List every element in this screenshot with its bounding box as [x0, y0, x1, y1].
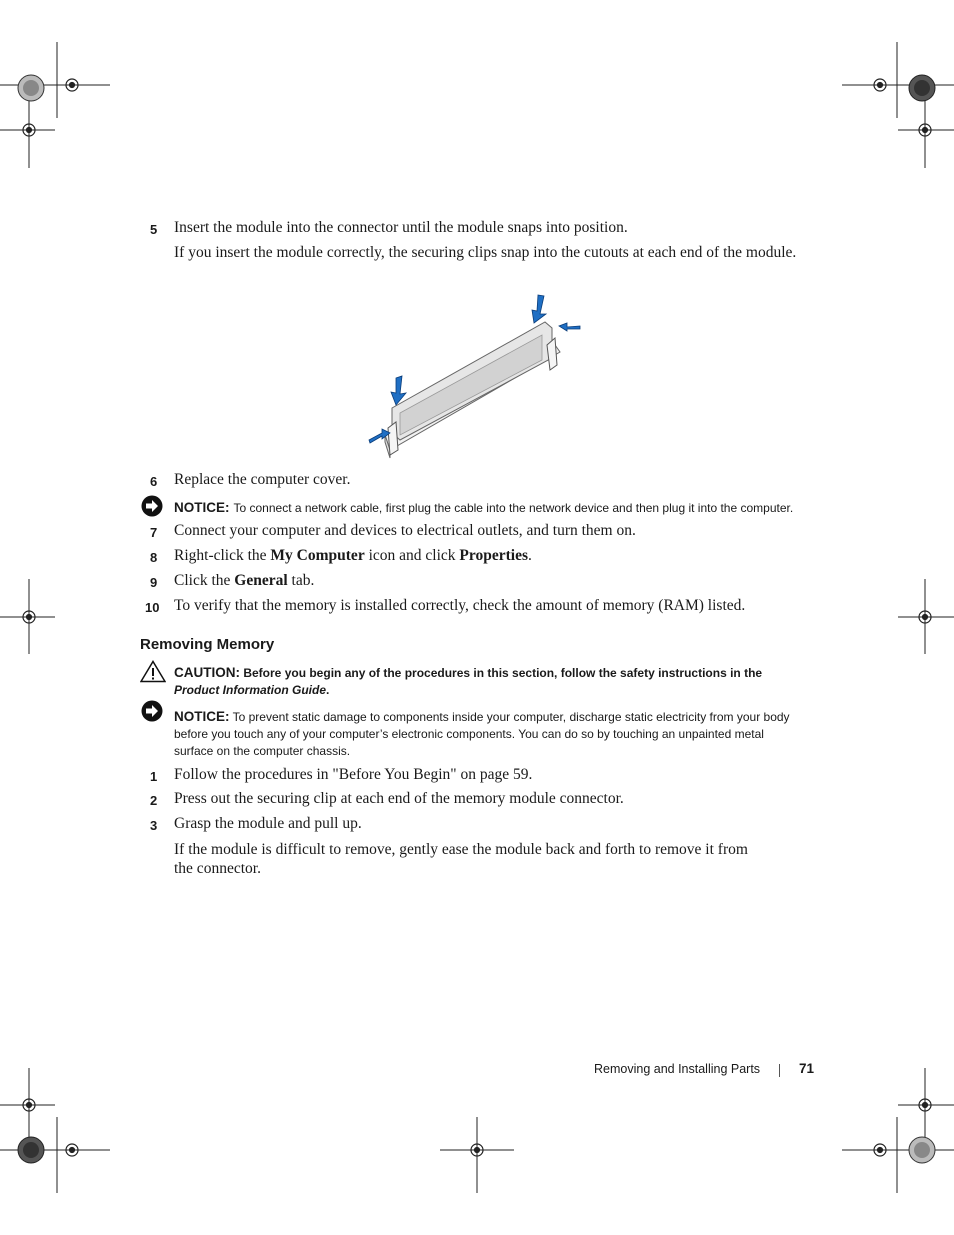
step-text: Grasp the module and pull up. — [174, 815, 362, 832]
step-text: To verify that the memory is installed correctly, check the amount of memory (RAM) listed. — [174, 597, 746, 614]
step-number: 6 — [150, 474, 158, 489]
ui-label-general: General — [234, 572, 288, 589]
step-text-part: Right-click the — [174, 547, 271, 564]
step-number: 7 — [150, 525, 158, 540]
notice-label: NOTICE: — [174, 709, 230, 724]
step-text: Press out the securing clip at each end of the memory module connector. — [174, 790, 624, 807]
step-number: 1 — [150, 769, 158, 784]
step-number: 8 — [150, 550, 158, 565]
step-number: 2 — [150, 793, 158, 808]
caution-guide-title: Product Information Guide — [174, 683, 326, 697]
color-target-icon — [18, 75, 935, 1163]
caution-icon — [140, 660, 166, 683]
section-heading: Removing Memory — [140, 636, 275, 653]
notice-label: NOTICE: — [174, 500, 230, 515]
footer-section-title: Removing and Installing Parts — [594, 1062, 761, 1076]
step-text — [174, 572, 314, 590]
caution-label: CAUTION: — [174, 665, 240, 680]
ui-label-my-computer: My Computer — [270, 547, 365, 564]
step-number: 3 — [150, 818, 158, 833]
step-text-part: icon and click — [364, 547, 460, 564]
notice-icon — [141, 700, 163, 722]
step-text: Insert the module into the connector until the module snaps into position. — [174, 219, 628, 236]
step-text-part: tab. — [287, 572, 315, 589]
registration-mark-icon — [23, 79, 931, 1156]
step-text: Replace the computer cover. — [174, 471, 351, 488]
caution-text-end: . — [326, 683, 330, 697]
step-text — [174, 547, 532, 565]
notice-callout — [174, 499, 793, 517]
memory-module-illustration — [360, 290, 590, 465]
ui-label-properties: Properties — [459, 547, 528, 564]
step-note: If you insert the module correctly, the securing clips snap into the cutouts at each end of the module. — [174, 244, 797, 261]
page-number: 71 — [799, 1061, 815, 1076]
step-number: 5 — [150, 222, 158, 237]
step-text-part: Click the — [174, 572, 235, 589]
footer-divider — [779, 1064, 780, 1077]
notice-callout — [174, 708, 799, 760]
step-number: 10 — [145, 600, 160, 615]
step-text: Follow the procedures in "Before You Begin" on page 59. — [174, 766, 533, 783]
notice-text: To connect a network cable, first plug the cable into the network device and then plug it into the computer. — [233, 501, 794, 515]
step-text: Connect your computer and devices to electrical outlets, and turn them on. — [174, 522, 636, 539]
step-note: If the module is difficult to remove, gently ease the module back and forth to remove it from the connector. — [174, 841, 748, 877]
step-number: 9 — [150, 575, 158, 590]
notice-icon — [141, 495, 163, 517]
notice-text: To prevent static damage to components inside your computer, discharge static electricity from your body before you touch any of your computer’s electronic components. You can do so by touching an unpainted metal surface on the computer chassis. — [174, 710, 790, 758]
caution-callout — [174, 664, 814, 699]
caution-text: Before you begin any of the procedures in this section, follow the safety instructions in the — [243, 666, 763, 680]
step-text-part: . — [527, 547, 532, 564]
